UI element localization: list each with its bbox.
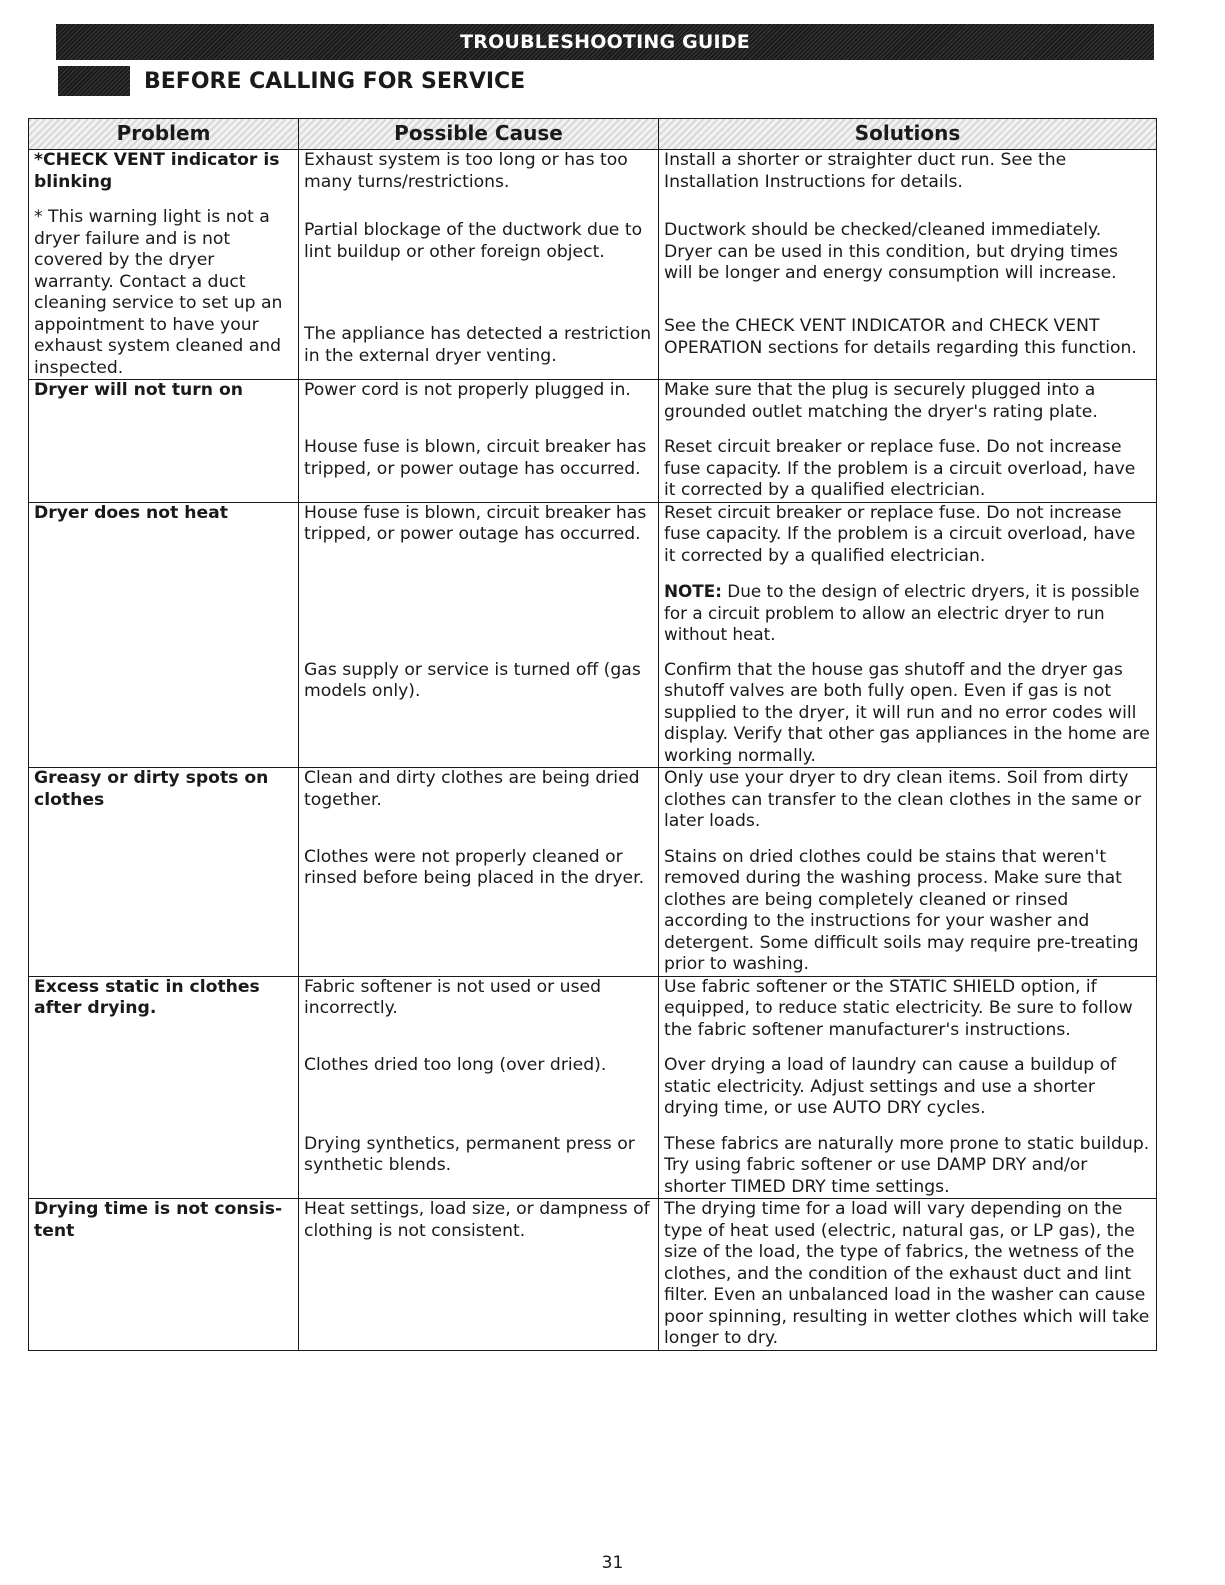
table-header-row (29, 119, 1157, 150)
solution-cell: Use fabric softener or the STATIC SHIELD option, if equipped, to reduce static electricity. Be sure to follow the fabric softener manufacturer's instructions. (659, 976, 1157, 1055)
section-header (58, 64, 525, 98)
solution-cell: The drying time for a load will vary depending on the type of heat used (electric, natural gas, or LP gas), the size of the load, the type of fabrics, the wetness of the clothes, and the condition of the exhaust duct and lint filter. Even an unbalanced load in the washer can cause poor spinning, resulting in wetter clothes which will take longer to dry. (659, 1199, 1157, 1351)
solution-cell: Only use your dryer to dry clean items. Soil from dirty clothes can transfer to the clean clothes in the same or later loads. (659, 768, 1157, 847)
solution-cell: Stains on dried clothes could be stains that weren't removed during the washing process. Make sure that clothes are being completely cleaned or rinsed according to the instructions for your washer and detergent. Some difficult soils may require pre-treating prior to washing. (659, 847, 1157, 977)
cause-cell: Clothes dried too long (over dried). (299, 1055, 659, 1134)
table-row (29, 380, 1157, 438)
header-solutions: Solutions (659, 119, 1157, 150)
cause-cell: Power cord is not properly plugged in. (299, 380, 659, 438)
solution-cell: See the CHECK VENT INDICATOR and CHECK VENT OPERATION sections for details regarding this function. (659, 316, 1157, 379)
solution-text: Reset circuit breaker or replace fuse. Do not increase fuse capacity. If the problem is a circuit overload, have it corrected by a qualified electrician. (664, 502, 1136, 566)
problem-text: Greasy or dirty spots on clothes (34, 768, 269, 810)
cause-cell: Exhaust system is too long or has too many turns/restrictions. (299, 150, 659, 221)
solution-cell: Over drying a load of laundry can cause a buildup of static electricity. Adjust settings and use a shorter drying time, or use AUTO DRY cycles. (659, 1055, 1157, 1134)
solution-note (664, 581, 1151, 646)
problem-text: Drying time is not consis-tent (34, 1199, 283, 1241)
section-title: BEFORE CALLING FOR SERVICE (144, 68, 526, 94)
solution-cell: Reset circuit breaker or replace fuse. Do not increase fuse capacity. If the problem is a circuit overload, have it corrected by a qualified electrician. (659, 437, 1157, 502)
table-row (29, 976, 1157, 1055)
table-row (29, 502, 1157, 660)
problem-text: Excess static in clothes after drying. (34, 976, 260, 1018)
cause-cell: Partial blockage of the ductwork due to lint buildup or other foreign object. (299, 220, 659, 316)
problem-note: * This warning light is not a dryer failure and is not covered by the dryer warranty. Contact a duct cleaning service to set up an appointment to have your exhaust system cleaned and inspected. (34, 207, 283, 378)
solution-cell: These fabrics are naturally more prone to static buildup. Try using fabric softener or use DAMP DRY and/or shorter TIMED DRY time settings. (659, 1134, 1157, 1199)
problem-cell (29, 150, 299, 380)
problem-text: *CHECK VENT indicator is blinking (34, 150, 280, 192)
note-label: NOTE: (664, 581, 722, 601)
header-possible-cause: Possible Cause (299, 119, 659, 150)
cause-cell: House fuse is blown, circuit breaker has tripped, or power outage has occurred. (299, 502, 659, 660)
cause-cell: Gas supply or service is turned off (gas models only). (299, 660, 659, 768)
cause-cell: Clean and dirty clothes are being dried together. (299, 768, 659, 847)
cause-cell: Drying synthetics, permanent press or synthetic blends. (299, 1134, 659, 1199)
table-row (29, 1199, 1157, 1351)
solution-cell: Install a shorter or straighter duct run. See the Installation Instructions for details. (659, 150, 1157, 221)
troubleshooting-table (28, 118, 1157, 1351)
problem-cell (29, 502, 299, 768)
cause-cell: Heat settings, load size, or dampness of clothing is not consistent. (299, 1199, 659, 1351)
header-problem: Problem (29, 119, 299, 150)
section-marker-block (58, 66, 130, 96)
solution-cell: Make sure that the plug is securely plugged into a grounded outlet matching the dryer's rating plate. (659, 380, 1157, 438)
table-row (29, 768, 1157, 847)
problem-cell (29, 380, 299, 503)
problem-text: Dryer does not heat (34, 502, 228, 523)
note-text: Due to the design of electric dryers, it is possible for a circuit problem to allow an electric dryer to run without heat. (664, 581, 1140, 644)
solution-cell (659, 502, 1157, 660)
troubleshooting-banner (56, 24, 1154, 60)
solution-cell: Confirm that the house gas shutoff and the dryer gas shutoff valves are both fully open. Even if gas is not supplied to the dryer, it will run and no error codes will display. Verify that other gas appliances in the home are working normally. (659, 660, 1157, 768)
cause-cell: Fabric softener is not used or used incorrectly. (299, 976, 659, 1055)
cause-cell: Clothes were not properly cleaned or rinsed before being placed in the dryer. (299, 847, 659, 977)
problem-cell (29, 1199, 299, 1351)
banner-title: TROUBLESHOOTING GUIDE (460, 31, 750, 53)
solution-cell: Ductwork should be checked/cleaned immediately. Dryer can be used in this condition, but drying times will be longer and energy consumption will increase. (659, 220, 1157, 316)
cause-cell: The appliance has detected a restriction in the external dryer venting. (299, 316, 659, 379)
table-row (29, 150, 1157, 221)
problem-cell (29, 768, 299, 977)
problem-cell (29, 976, 299, 1199)
page-number: 31 (601, 1553, 624, 1573)
problem-text: Dryer will not turn on (34, 380, 244, 400)
cause-cell: House fuse is blown, circuit breaker has tripped, or power outage has occurred. (299, 437, 659, 502)
